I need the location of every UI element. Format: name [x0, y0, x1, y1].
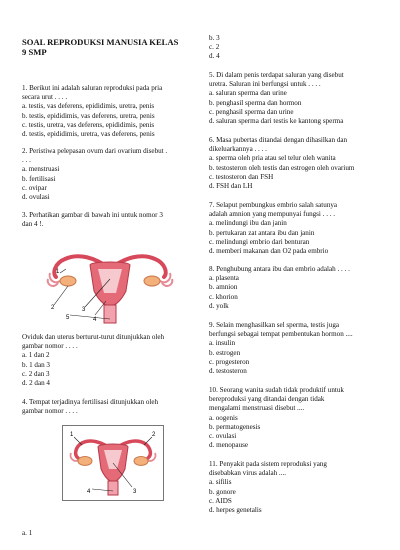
question-10	[209, 386, 389, 450]
option: d. menopause	[209, 441, 249, 450]
question-text: gambar nomor . . . .	[22, 407, 78, 416]
option: b. gonore	[209, 487, 236, 496]
question-3	[22, 211, 194, 229]
question-text: gambar nomor . . . .	[22, 342, 78, 351]
option: d. testis, epididimis, uretra, vas deferens, penis	[22, 130, 155, 139]
question-1	[22, 84, 194, 139]
question-text: 9. Selain menghasilkan sel sperma, testis juga	[209, 321, 340, 329]
question-text: dan 4 !.	[22, 220, 44, 229]
option: b. 3	[209, 34, 220, 42]
document-title	[22, 37, 194, 57]
option: a. 1 dan 2	[22, 351, 50, 360]
option: b. permatogenesis	[209, 422, 261, 431]
option: d. 2 dan 4	[22, 379, 50, 388]
question-text: 7. Selaput pembungkus embrio salah satunya	[209, 201, 338, 209]
option: b. penghasil sperma dan hormon	[209, 98, 302, 107]
option: c. progesteron	[209, 357, 250, 366]
diagram-label: 1	[56, 269, 60, 275]
uterus-illustration	[40, 243, 180, 325]
option: c. khorion	[209, 292, 238, 301]
question-8	[209, 265, 389, 311]
option: c. penghasil sperma dan urine	[209, 107, 294, 116]
question-4	[22, 398, 194, 416]
question-4-options-cont	[209, 34, 389, 62]
question-text: adalah amnion yang mempunyai fungsi . . . .	[209, 210, 336, 219]
question-11	[209, 460, 389, 515]
question-7	[209, 201, 389, 256]
option: c. AIDS	[209, 496, 232, 505]
uterus-diagram-2	[62, 425, 164, 501]
option: b. estrogen	[209, 348, 241, 357]
diagram-label: 3	[82, 307, 86, 313]
question-text: 1. Berikut ini adalah saluran reproduksi pada pria	[22, 84, 163, 92]
option: d. yolk	[209, 301, 229, 310]
question-text: disebabkan virus adalah ....	[209, 469, 287, 478]
option: c. 2 dan 3	[22, 369, 50, 378]
option: c. testis, uretra, vas deferens, epididimis, penis	[22, 120, 155, 129]
option: c. melindungi embrio dari benturan	[209, 237, 310, 246]
option: a. plasenta	[209, 274, 239, 283]
option: d. testosteron	[209, 367, 247, 376]
question-text: 10. Seorang wanita sudah tidak produktif untuk	[209, 386, 344, 394]
question-text: 5. Di dalam penis terdapat saluran yang disebut	[209, 71, 344, 79]
question-text: 6. Masa pubertas ditandai dengan dihasilkan dan	[209, 136, 348, 144]
question-text: uretra. Saluran ini berfungsi untuk . . . .	[209, 80, 321, 89]
question-text: berfungsi sebagai tempat pembentukan hormon ....	[209, 330, 353, 339]
option: d. 4	[209, 52, 220, 61]
question-9	[209, 321, 389, 376]
option: b. testis, epididimis, vas deferens, uretra, penis	[22, 111, 155, 120]
question-6	[209, 136, 389, 191]
title-line: SOAL REPRODUKSI MANUSIA KELAS	[22, 37, 179, 47]
option: c. ovulasi	[209, 432, 237, 441]
option: d. memberi makanan dan O2 pada embrio	[209, 247, 329, 256]
option: c. ovipar	[22, 183, 47, 192]
option: a. oogenis	[209, 413, 238, 422]
title-line: 9 SMP	[22, 47, 47, 57]
question-4-options	[22, 529, 194, 538]
question-text: 4. Tempat terjadinya fertilisasi ditunjukkan oleh	[22, 398, 159, 406]
option: a. melindungi ibu dan janin	[209, 219, 287, 228]
question-text: Oviduk dan uterus berturut-turut ditunjukkan oleh	[22, 333, 165, 341]
question-text: 11. Penyakit pada sistem reproduksi yang	[209, 460, 327, 468]
diagram-label: 3	[133, 489, 137, 495]
option: a. insulin	[209, 339, 236, 348]
option: b. amnion	[209, 283, 238, 292]
option: d. ovulasi	[22, 193, 50, 202]
question-text: secara urut . . . .	[22, 93, 68, 102]
option: a. testis, vas deferens, epididimis, uretra, penis	[22, 102, 155, 111]
option: a. sperma oleh pria atau sel telur oleh wanita	[209, 154, 336, 163]
diagram-label: 2	[152, 432, 156, 438]
question-3-body	[22, 333, 194, 388]
option: b. 1 dan 3	[22, 360, 50, 369]
option: a. sifilis	[209, 478, 232, 487]
option: b. fertilisasi	[22, 174, 56, 183]
option: c. 2	[209, 43, 220, 52]
question-2	[22, 147, 194, 202]
question-5	[209, 71, 389, 126]
option: d. FSH dan LH	[209, 182, 253, 191]
option: a. saluran sperma dan urine	[209, 89, 287, 98]
diagram-label: 4	[87, 489, 91, 495]
question-text: 2. Peristiwa pelepasan ovum dari ovarium disebut .	[22, 147, 168, 155]
uterus-illustration-boxed	[62, 425, 164, 501]
question-text: dikeluarkannya . . . .	[209, 145, 267, 154]
question-text: . . .	[22, 156, 31, 165]
option: b. pertukaran zat antara ibu dan janin	[209, 228, 315, 237]
option: b. testosteron oleh testis dan estrogen oleh ovarium	[209, 163, 355, 172]
question-text: mengalami menstruasi disebut ....	[209, 404, 305, 413]
option: a. menstruasi	[22, 165, 60, 174]
option: c. testosteron dan FSH	[209, 172, 274, 181]
question-text: 8. Penghubung antara ibu dan embrio adalah . . . .	[209, 265, 350, 273]
option: d. herpes genetalis	[209, 506, 262, 515]
diagram-label: 4	[93, 317, 97, 323]
uterus-diagram-1	[40, 243, 180, 325]
option: d. saluran sperma dari testis ke kantong sperma	[209, 117, 344, 126]
diagram-label: 5	[66, 315, 70, 321]
diagram-label: 2	[51, 305, 55, 311]
option: a. 1	[22, 529, 33, 537]
diagram-label: 1	[70, 432, 74, 438]
question-text: 3. Perhatikan gambar di bawah ini untuk nomor 3	[22, 211, 163, 219]
question-text: bereproduksi yang ditandai dengan tidak	[209, 395, 325, 404]
